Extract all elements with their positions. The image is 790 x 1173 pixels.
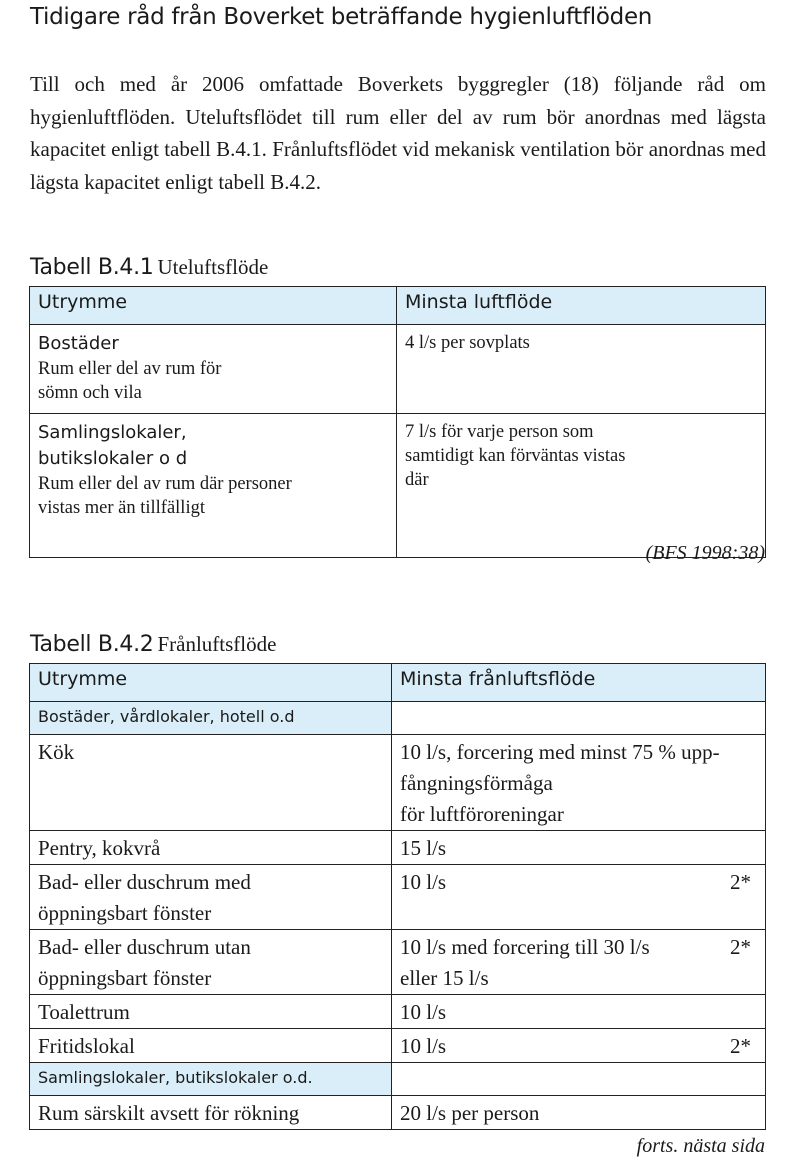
room-label: öppningsbart fönster <box>38 901 212 925</box>
table2-caption-name: Frånluftsflöde <box>157 632 277 656</box>
section-empty-cell <box>392 1063 766 1096</box>
flow-cell <box>392 865 766 930</box>
room-label: Pentry, kokvrå <box>38 836 161 860</box>
flow-cell <box>392 1029 766 1063</box>
room-label: Bad- eller duschrum utan <box>38 935 251 959</box>
table-row <box>30 1029 766 1063</box>
table-row <box>30 930 766 995</box>
column-header: Utrymme <box>30 664 392 702</box>
flow-value: 10 l/s <box>400 1000 447 1024</box>
flow-value: 10 l/s 2* <box>400 867 757 898</box>
room-label: öppningsbart fönster <box>38 966 212 990</box>
intro-paragraph: Till och med år 2006 omfattade Boverkets byggregler (18) följande råd om hygienluftflöden. Uteluftsflödet till rum eller del av rum bör anordnas med lägsta kapacitet enligt tabell B.4.1. Frånluftsflödet vid mekanisk ventilation bör anordnas med lägsta kapacitet enligt tabell B.4.2. <box>30 72 766 194</box>
room-label: Bad- eller duschrum med <box>38 870 251 894</box>
footnote-mark: 2* <box>730 935 751 959</box>
flow-value: 10 l/s, forcering med minst 75 % upp- <box>400 740 720 764</box>
flow-value: 10 l/s med forcering till 30 l/s 2* <box>400 932 757 963</box>
table-franluftsflode <box>29 663 766 1130</box>
column-header: Minsta luftflöde <box>397 287 766 325</box>
room-title: butikslokaler o d <box>38 448 188 469</box>
section-row <box>30 702 766 735</box>
room-label: Kök <box>38 740 75 764</box>
flow-value: 4 l/s per sovplats <box>405 333 530 353</box>
table1-caption-number: Tabell B.4.1 <box>30 255 154 280</box>
flow-cell <box>392 831 766 865</box>
table2-caption <box>30 632 276 657</box>
room-description: vistas mer än tillfälligt <box>38 498 205 518</box>
room-description: Rum eller del av rum där personer <box>38 474 292 494</box>
room-cell <box>30 1096 392 1130</box>
flow-value: 7 l/s för varje person som <box>405 422 594 442</box>
page-heading: Tidigare råd från Boverket beträffande hygienluftflöden <box>30 4 653 30</box>
room-label: Fritidslokal <box>38 1034 135 1058</box>
continued-note: forts. nästa sida <box>636 1135 765 1157</box>
footnote-mark: 2* <box>730 1034 751 1058</box>
section-row <box>30 1063 766 1096</box>
flow-cell <box>392 995 766 1029</box>
flow-value: 10 l/s 2* <box>400 1031 757 1062</box>
table-header-row <box>30 664 766 702</box>
flow-value: 15 l/s <box>400 836 447 860</box>
section-label: Samlingslokaler, butikslokaler o.d. <box>30 1063 392 1096</box>
table-row <box>30 1096 766 1130</box>
flow-cell <box>397 325 766 414</box>
flow-cell <box>392 735 766 831</box>
room-cell <box>30 995 392 1029</box>
flow-cell <box>392 1096 766 1130</box>
room-label: Rum särskilt avsett för rökning <box>38 1101 300 1125</box>
table-row <box>30 735 766 831</box>
room-description: sömn och vila <box>38 383 142 403</box>
room-cell <box>30 831 392 865</box>
room-title: Samlingslokaler, <box>38 422 187 443</box>
flow-value: eller 15 l/s <box>400 966 489 990</box>
room-label: Toalettrum <box>38 1000 130 1024</box>
flow-value: 20 l/s per person <box>400 1101 540 1125</box>
table-header-row <box>30 287 766 325</box>
room-cell <box>30 414 397 558</box>
column-header: Utrymme <box>30 287 397 325</box>
section-empty-cell <box>392 702 766 735</box>
room-title: Bostäder <box>38 333 119 354</box>
flow-value: för luftföroreningar <box>400 802 564 826</box>
flow-value: där <box>405 470 429 490</box>
table1-caption <box>30 255 268 280</box>
room-cell <box>30 930 392 995</box>
table-row <box>30 865 766 930</box>
flow-cell <box>392 930 766 995</box>
table1-source: (BFS 1998:38) <box>645 542 765 564</box>
table-row <box>30 414 766 558</box>
table-uteluftsflode <box>29 286 766 558</box>
room-description: Rum eller del av rum för <box>38 359 222 379</box>
table1-caption-name: Uteluftsflöde <box>157 255 269 279</box>
table2-caption-number: Tabell B.4.2 <box>30 632 154 657</box>
room-cell <box>30 865 392 930</box>
flow-cell <box>397 414 766 558</box>
room-cell <box>30 1029 392 1063</box>
flow-value: samtidigt kan förväntas vistas <box>405 446 626 466</box>
table-row <box>30 995 766 1029</box>
room-cell <box>30 325 397 414</box>
table-row <box>30 831 766 865</box>
table-row <box>30 325 766 414</box>
footnote-mark: 2* <box>730 870 751 894</box>
room-cell <box>30 735 392 831</box>
section-label: Bostäder, vårdlokaler, hotell o.d <box>30 702 392 735</box>
column-header: Minsta frånluftsflöde <box>392 664 766 702</box>
flow-value: fångningsförmåga <box>400 771 553 795</box>
